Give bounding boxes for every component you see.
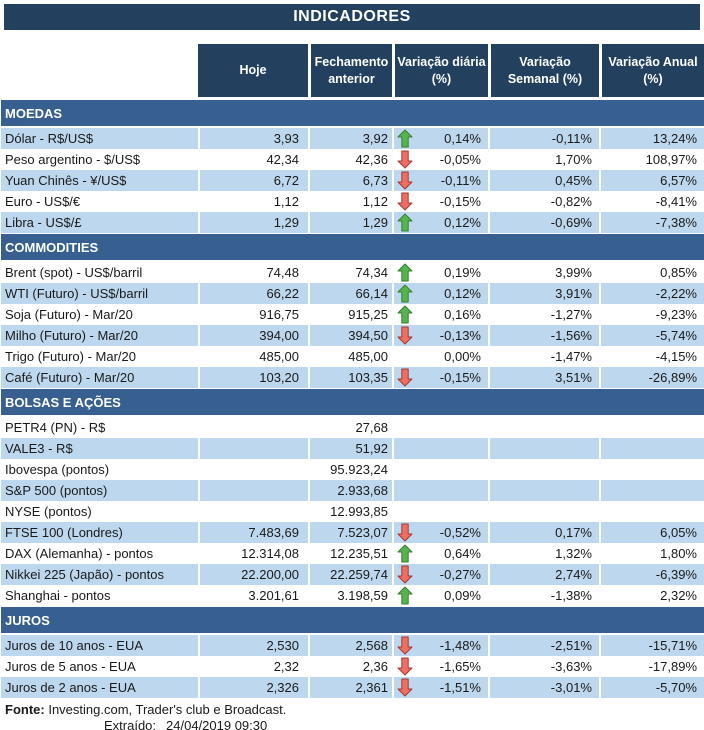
variacao-diaria-value: 0,19% [444,265,481,280]
down-arrow-icon [397,565,413,584]
indicator-label-cell: Juros de 10 anos - EUA [5,638,144,653]
fechamento-value-cell: 95.923,24 [308,459,392,480]
fechamento-value-cell: 12.235,51 [308,543,392,564]
fechamento-value-cell: 3.198,59 [308,585,392,606]
table-row [1,346,704,367]
variacao-anual-cell: 1,80% [599,543,704,564]
variacao-semanal-cell [488,459,599,480]
up-arrow-icon [397,586,413,605]
variacao-diaria-cell [392,677,488,698]
hoje-value-cell [198,438,308,459]
indicator-label-cell: Shanghai - pontos [5,588,111,603]
variacao-diaria-value: 0,16% [444,307,481,322]
hoje-value-cell: 12.314,08 [198,543,308,564]
hoje-value-cell: 74,48 [198,262,308,283]
variacao-semanal-cell [488,417,599,438]
table-row [1,212,704,233]
section-header-moedas: MOEDAS [1,100,704,126]
indicator-label-cell: FTSE 100 (Londres) [5,525,123,540]
fechamento-value-cell: 27,68 [308,417,392,438]
variacao-anual-cell: -5,74% [599,325,704,346]
variacao-diaria-cell [392,501,488,522]
fechamento-value-cell: 1,29 [308,212,392,233]
indicator-label-cell: WTI (Futuro) - US$/barril [5,286,149,301]
hoje-value-cell [198,501,308,522]
table-row [1,325,704,346]
variacao-diaria-value: -0,05% [439,152,481,167]
hoje-value-cell: 3.201,61 [198,585,308,606]
source-label: Fonte: [5,702,45,717]
fechamento-value-cell: 74,34 [308,262,392,283]
indicator-label-cell: Brent (spot) - US$/barril [5,265,143,280]
variacao-semanal-cell: -1,27% [488,304,599,325]
indicator-label-cell: Libra - US$/£ [5,215,82,230]
variacao-semanal-cell: -0,11% [488,128,599,149]
section-header-bolsas-e-a-es: BOLSAS E AÇÕES [1,389,704,415]
variacao-semanal-cell: -2,51% [488,635,599,656]
variacao-semanal-cell: -1,56% [488,325,599,346]
variacao-diaria-cell [392,262,488,283]
column-header-variacao-diaria: Variação diária (%) [392,44,488,97]
indicator-label-cell: Peso argentino - $/US$ [5,152,141,167]
variacao-semanal-cell: -3,01% [488,677,599,698]
page-title: INDICADORES [4,4,700,30]
extracted-timestamp: 24/04/2019 09:30 [166,718,268,730]
hoje-value-cell [198,417,308,438]
fechamento-value-cell: 2,568 [308,635,392,656]
variacao-diaria-value: 0,09% [444,588,481,603]
section-header-commodities: COMMODITIES [1,234,704,260]
fechamento-value-cell: 3,92 [308,128,392,149]
hoje-value-cell: 22.200,00 [198,564,308,585]
variacao-diaria-value: -1,65% [439,659,481,674]
variacao-semanal-cell: 0,45% [488,170,599,191]
up-arrow-icon [397,263,413,282]
variacao-anual-cell: 0,85% [599,262,704,283]
indicator-label-cell: Juros de 5 anos - EUA [5,659,136,674]
variacao-semanal-cell: 1,70% [488,149,599,170]
fechamento-value-cell: 2,36 [308,656,392,677]
table-row [1,417,704,438]
variacao-diaria-value: -0,27% [439,567,481,582]
variacao-anual-cell: -15,71% [599,635,704,656]
table-row [1,262,704,283]
indicator-label-cell: S&P 500 (pontos) [5,483,108,498]
variacao-semanal-cell: 3,99% [488,262,599,283]
indicator-label-cell: Ibovespa (pontos) [5,462,110,477]
table-row [1,501,704,522]
indicator-label-cell: PETR4 (PN) - R$ [5,420,106,435]
variacao-anual-cell: 13,24% [599,128,704,149]
variacao-anual-cell [599,480,704,501]
variacao-semanal-cell: 0,17% [488,522,599,543]
down-arrow-icon [397,657,413,676]
variacao-diaria-cell [392,346,488,367]
variacao-semanal-cell: 3,91% [488,283,599,304]
variacao-semanal-cell: 1,32% [488,543,599,564]
source-line [1,702,701,717]
variacao-diaria-cell [392,656,488,677]
table-row [1,438,704,459]
variacao-semanal-cell: 2,74% [488,564,599,585]
table-row [1,367,704,388]
variacao-diaria-cell [392,480,488,501]
variacao-diaria-cell [392,128,488,149]
hoje-value-cell [198,480,308,501]
variacao-diaria-cell [392,149,488,170]
variacao-diaria-value: -0,13% [439,328,481,343]
hoje-value-cell: 1,12 [198,191,308,212]
variacao-diaria-value: 0,12% [444,286,481,301]
up-arrow-icon [397,129,413,148]
variacao-anual-cell [599,417,704,438]
up-arrow-icon [397,284,413,303]
variacao-anual-cell: -17,89% [599,656,704,677]
extracted-label: Extraído: [104,718,157,730]
indicator-label-cell: Euro - US$/€ [5,194,81,209]
down-arrow-icon [397,326,413,345]
table-row [1,564,704,585]
fechamento-value-cell: 22.259,74 [308,564,392,585]
variacao-diaria-cell [392,170,488,191]
variacao-semanal-cell: -3,63% [488,656,599,677]
fechamento-value-cell: 485,00 [308,346,392,367]
variacao-anual-cell: 2,32% [599,585,704,606]
variacao-diaria-value: -0,15% [439,370,481,385]
variacao-diaria-value: -0,52% [439,525,481,540]
indicator-label-cell: VALE3 - R$ [5,441,73,456]
hoje-value-cell: 6,72 [198,170,308,191]
fechamento-value-cell: 66,14 [308,283,392,304]
variacao-diaria-value: 0,64% [444,546,481,561]
variacao-anual-cell [599,438,704,459]
variacao-semanal-cell [488,501,599,522]
column-header-variacao-semanal: Variação Semanal (%) [488,44,599,97]
table-row [1,522,704,543]
fechamento-value-cell: 1,12 [308,191,392,212]
table-row [1,170,704,191]
table-body [1,100,704,698]
variacao-semanal-cell: -0,69% [488,212,599,233]
table-row [1,459,704,480]
variacao-diaria-cell [392,304,488,325]
table-row [1,677,704,698]
variacao-semanal-cell [488,438,599,459]
variacao-diaria-cell [392,459,488,480]
indicator-label-cell: Nikkei 225 (Japão) - pontos [5,567,164,582]
table-row [1,480,704,501]
variacao-anual-cell: 108,97% [599,149,704,170]
variacao-anual-cell: -5,70% [599,677,704,698]
hoje-value-cell: 7.483,69 [198,522,308,543]
source-text: Investing.com, Trader's club e Broadcast. [44,702,287,717]
variacao-diaria-cell [392,325,488,346]
header-spacer [1,44,198,97]
variacao-semanal-cell: -1,38% [488,585,599,606]
variacao-diaria-value: 0,14% [444,131,481,146]
variacao-diaria-value: 0,00% [444,349,481,364]
table-row [1,543,704,564]
section-header-juros: JUROS [1,607,704,633]
variacao-diaria-cell [392,417,488,438]
indicators-table [1,44,704,698]
down-arrow-icon [397,171,413,190]
variacao-diaria-value: -1,48% [439,638,481,653]
fechamento-value-cell: 2.933,68 [308,480,392,501]
variacao-diaria-cell [392,438,488,459]
variacao-anual-cell: -6,39% [599,564,704,585]
indicator-label-cell: Milho (Futuro) - Mar/20 [5,328,138,343]
table-row [1,149,704,170]
variacao-anual-cell [599,459,704,480]
variacao-diaria-value: -1,51% [439,680,481,695]
table-row [1,656,704,677]
variacao-anual-cell: -9,23% [599,304,704,325]
fechamento-value-cell: 6,73 [308,170,392,191]
hoje-value-cell: 2,326 [198,677,308,698]
indicator-label-cell: Dólar - R$/US$ [5,131,94,146]
indicator-label-cell: Trigo (Futuro) - Mar/20 [5,349,136,364]
footer [1,702,701,730]
up-arrow-icon [397,213,413,232]
down-arrow-icon [397,150,413,169]
down-arrow-icon [397,678,413,697]
hoje-value-cell: 3,93 [198,128,308,149]
variacao-anual-cell: -4,15% [599,346,704,367]
column-header-hoje: Hoje [198,44,308,97]
variacao-semanal-cell [488,480,599,501]
fechamento-value-cell: 12.993,85 [308,501,392,522]
variacao-semanal-cell: -1,47% [488,346,599,367]
hoje-value-cell: 1,29 [198,212,308,233]
variacao-diaria-value: -0,11% [440,173,481,188]
variacao-anual-cell: -2,22% [599,283,704,304]
fechamento-value-cell: 394,50 [308,325,392,346]
column-header-fechamento: Fechamento anterior [308,44,392,97]
extracted-line [1,718,701,730]
hoje-value-cell: 2,32 [198,656,308,677]
variacao-diaria-cell [392,543,488,564]
down-arrow-icon [397,523,413,542]
hoje-value-cell [198,459,308,480]
indicator-label-cell: Yuan Chinês - ¥/US$ [5,173,127,188]
fechamento-value-cell: 103,35 [308,367,392,388]
variacao-diaria-cell [392,564,488,585]
down-arrow-icon [397,368,413,387]
variacao-diaria-value: -0,15% [439,194,481,209]
variacao-semanal-cell: 3,51% [488,367,599,388]
indicator-label-cell: Café (Futuro) - Mar/20 [5,370,135,385]
up-arrow-icon [397,544,413,563]
variacao-anual-cell: -26,89% [599,367,704,388]
variacao-anual-cell: -7,38% [599,212,704,233]
hoje-value-cell: 394,00 [198,325,308,346]
table-row [1,585,704,606]
table-row [1,635,704,656]
hoje-value-cell: 2,530 [198,635,308,656]
variacao-anual-cell: -8,41% [599,191,704,212]
table-row [1,304,704,325]
variacao-diaria-cell [392,522,488,543]
fechamento-value-cell: 42,36 [308,149,392,170]
hoje-value-cell: 103,20 [198,367,308,388]
down-arrow-icon [397,636,413,655]
fechamento-value-cell: 7.523,07 [308,522,392,543]
up-arrow-icon [397,305,413,324]
variacao-anual-cell [599,501,704,522]
hoje-value-cell: 66,22 [198,283,308,304]
variacao-diaria-cell [392,367,488,388]
hoje-value-cell: 485,00 [198,346,308,367]
hoje-value-cell: 42,34 [198,149,308,170]
variacao-anual-cell: 6,57% [599,170,704,191]
variacao-diaria-cell [392,191,488,212]
fechamento-value-cell: 51,92 [308,438,392,459]
variacao-diaria-value: 0,12% [444,215,481,230]
indicator-label-cell: DAX (Alemanha) - pontos [5,546,154,561]
variacao-anual-cell: 6,05% [599,522,704,543]
table-row [1,283,704,304]
table-header-row [1,44,704,97]
indicator-label-cell: Juros de 2 anos - EUA [5,680,136,695]
indicator-label-cell: NYSE (pontos) [5,504,92,519]
variacao-diaria-cell [392,283,488,304]
variacao-semanal-cell: -0,82% [488,191,599,212]
fechamento-value-cell: 915,25 [308,304,392,325]
fechamento-value-cell: 2,361 [308,677,392,698]
hoje-value-cell: 916,75 [198,304,308,325]
variacao-diaria-cell [392,585,488,606]
variacao-diaria-cell [392,212,488,233]
down-arrow-icon [397,192,413,211]
indicator-label-cell: Soja (Futuro) - Mar/20 [5,307,133,322]
table-row [1,191,704,212]
variacao-diaria-cell [392,635,488,656]
table-row [1,128,704,149]
column-header-variacao-anual: Variação Anual (%) [599,44,704,97]
